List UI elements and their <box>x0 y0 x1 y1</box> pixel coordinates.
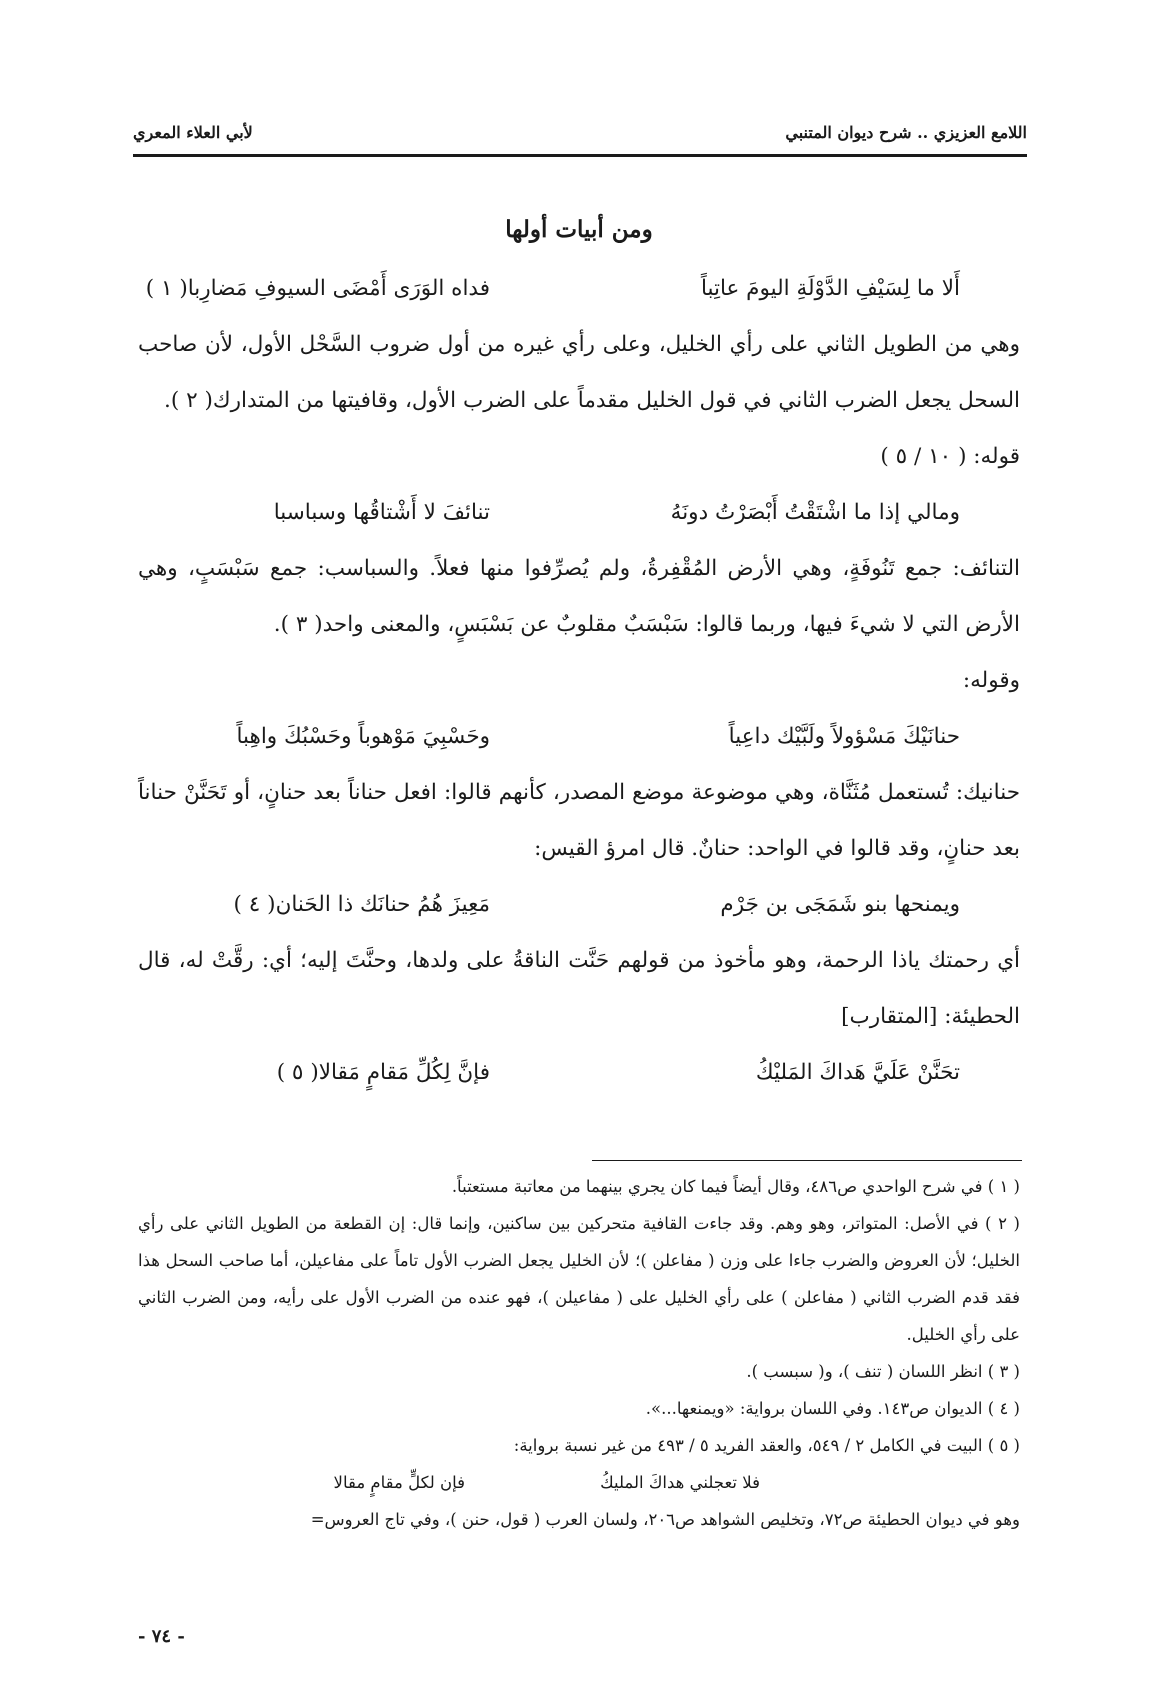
commentary-paragraph: أي رحمتك ياذا الرحمة، وهو مأخوذ من قولهم حَنَّت الناقةُ على ولدها، وحنَّتَ إليه؛ أي: رقَّتْ له، قال الحطيئة: [المتقارب] <box>138 948 1020 1029</box>
verse-line <box>138 709 1020 765</box>
footnote-verse-second: فإن لكلٍّ مقامٍ مقالا <box>333 1473 465 1492</box>
verse-first-hemistich: تحَنَّنْ عَلَيَّ هَداكَ المَليْكُ <box>755 1060 960 1085</box>
verse-line <box>138 485 1020 541</box>
verse-line <box>138 877 1020 933</box>
section-title: ومن أبيات أولها <box>505 216 653 243</box>
header-book-title: اللامع العزيزي .. شرح ديوان المتنبي <box>785 123 1027 142</box>
footnote-verse <box>138 1464 1020 1501</box>
verse-first-hemistich: أَلا ما لِسَيْفِ الدَّوْلَةِ اليومَ عاتِباً <box>700 276 960 301</box>
quote-intro: وقوله: <box>962 668 1020 693</box>
verse-first-hemistich: حنانَيْكَ مَسْؤولاً ولَبَّيْك داعِياً <box>728 724 960 749</box>
verse-second-hemistich: وحَسْبِيَ مَوْهوباً وحَسْبُكَ واهِباً <box>236 724 490 749</box>
verse-second-hemistich: فإنَّ لِكُلِّ مَقامٍ مَقالا( ٥ ) <box>276 1060 490 1085</box>
footnote: ( ١ ) في شرح الواحدي ص٤٨٦، وقال أيضاً فيما كان يجري بينهما من معاتبة مستعتباً. <box>451 1177 1020 1196</box>
main-text <box>138 205 1020 1101</box>
page-number: - ٧٤ - <box>138 1626 185 1647</box>
footnote-verse-first: فلا تعجلني هداكَ المليكُ <box>600 1473 760 1492</box>
header-author: لأبي العلاء المعري <box>133 123 253 142</box>
verse-second-hemistich: مَعِيزَ هُمُ حنانَك ذا الحَنان( ٤ ) <box>233 892 490 917</box>
verse-first-hemistich: ويمنحها بنو شَمَجَى بن جَرْم <box>720 892 960 917</box>
footnote-separator <box>592 1160 1022 1161</box>
verse-line <box>138 261 1020 317</box>
commentary-paragraph: وهي من الطويل الثاني على رأي الخليل، وعلى رأي غيره من أول ضروب السَّحْل الأول، لأن صاحب السحل يجعل الضرب الثاني في قول الخليل مقدماً على الضرب الأول، وقافيتها من المتدارك( ٢ ). <box>138 332 1020 413</box>
verse-second-hemistich: تنائفَ لا أَشْتاقُها وسباسبا <box>273 500 490 525</box>
footnotes <box>138 1168 1020 1538</box>
footnote-continuation: وهو في ديوان الحطيئة ص٧٢، وتخليص الشواهد ص٢٠٦، ولسان العرب ( قول، حنن )، وفي تاج العروس= <box>310 1510 1020 1529</box>
commentary-paragraph: حنانيك: تُستعمل مُثَنَّاة، وهي موضوعة موضع المصدر، كأنهم قالوا: افعل حناناً بعد حنانٍ، أو تَحَنَّنْ حناناً بعد حنانٍ، وقد قالوا في الواحد: حنانٌ. قال امرؤ القيس: <box>138 780 1020 861</box>
footnote: ( ٢ ) في الأصل: المتواتر، وهو وهم. وقد جاءت القافية متحركين بين ساكنين، وإنما قال: إن القطعة من الطويل الثاني على رأي الخليل؛ لأن العروض والضرب جاءا على وزن ( مفاعلن )؛ لأن الخليل يجعل الضرب الأول تاماً على مفاعيلن، أما صاحب السحل هذا فقد قدم الضرب الثاني ( مفاعلن ) على رأي الخليل على ( مفاعيلن )، فهو عنده من الضرب الأول على رأيه، ومن الضرب الثاني على رأي الخليل. <box>138 1214 1020 1344</box>
quote-intro: قوله: ( ١٠ / ٥ ) <box>880 444 1020 469</box>
verse-second-hemistich: فداه الوَرَى أَمْضَى السيوفِ مَضارِبا( ١ ) <box>145 276 490 301</box>
commentary-paragraph: التنائف: جمع تَنُوفَةٍ، وهي الأرض المُقْفِرةُ، ولم يُصرِّفوا منها فعلاً. والسباسب: جمع سَبْسَبٍ، وهي الأرض التي لا شيءَ فيها، وربما قالوا: سَبْسَبٌ مقلوبٌ عن بَسْبَسٍ، والمعنى واحد( ٣ ). <box>138 556 1020 637</box>
running-header <box>133 108 1027 142</box>
verse-first-hemistich: ومالي إذا ما اشْتَقْتُ أَبْصَرْتُ دونَهُ <box>670 500 960 525</box>
footnote: ( ٤ ) الديوان ص١٤٣. وفي اللسان برواية: «ويمنعها...». <box>645 1399 1020 1418</box>
verse-line <box>138 1045 1020 1101</box>
header-rule <box>133 154 1027 157</box>
footnote: ( ٥ ) البيت في الكامل ٢ / ٥٤٩، والعقد الفريد ٥ / ٤٩٣ من غير نسبة برواية: <box>513 1436 1020 1455</box>
footnote: ( ٣ ) انظر اللسان ( تنف )، و( سبسب ). <box>746 1362 1020 1381</box>
